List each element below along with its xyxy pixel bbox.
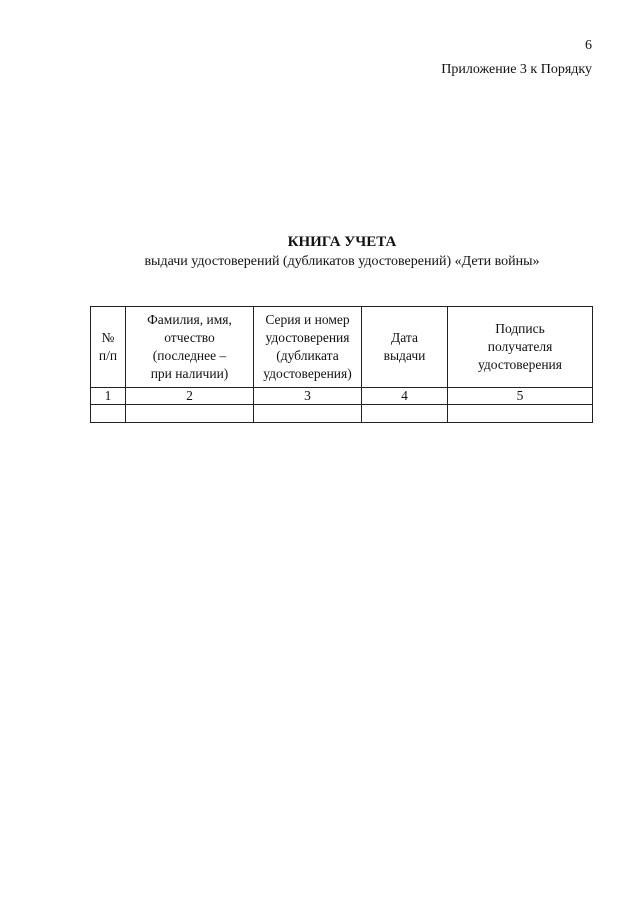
header-line: Фамилия, имя,: [147, 312, 232, 327]
header-line: при наличии): [150, 366, 229, 381]
header-line: получателя: [487, 339, 553, 354]
header-line: (последнее –: [152, 348, 227, 363]
page-number: 6: [585, 38, 592, 53]
column-number: 3: [254, 388, 362, 405]
document-title: КНИГА УЧЕТА: [287, 234, 397, 250]
table-cell: [448, 405, 593, 423]
table-cell: [254, 405, 362, 423]
header-line: (дубликата: [276, 348, 339, 363]
table-cell: [126, 405, 254, 423]
header-line: удостоверения: [477, 357, 562, 372]
header-line: Подпись: [495, 321, 545, 336]
header-line: Дата: [391, 330, 418, 345]
header-line: п/п: [98, 348, 118, 363]
header-issue-date: [362, 307, 448, 388]
column-number: 5: [448, 388, 593, 405]
document-subtitle: выдачи удостоверений (дубликатов удостоверений) «Дети войны»: [144, 254, 540, 269]
register-table: [90, 306, 593, 423]
header-line: удостоверения: [265, 330, 350, 345]
column-number: 4: [362, 388, 448, 405]
header-line: №: [101, 330, 115, 345]
header-line: удостоверения): [263, 366, 352, 381]
appendix-label: Приложение 3 к Порядку: [441, 62, 592, 77]
table-cell: [362, 405, 448, 423]
header-line: Серия и номер: [265, 312, 350, 327]
header-recipient-signature: [448, 307, 593, 388]
column-number-row: [91, 388, 593, 405]
table-header-row: [91, 307, 593, 388]
column-number: 1: [91, 388, 126, 405]
header-row-number: [91, 307, 126, 388]
table-cell: [91, 405, 126, 423]
table-row: [91, 405, 593, 423]
column-number: 2: [126, 388, 254, 405]
header-certificate-number: [254, 307, 362, 388]
header-full-name: [126, 307, 254, 388]
header-line: отчество: [164, 330, 215, 345]
header-line: выдачи: [383, 348, 426, 363]
